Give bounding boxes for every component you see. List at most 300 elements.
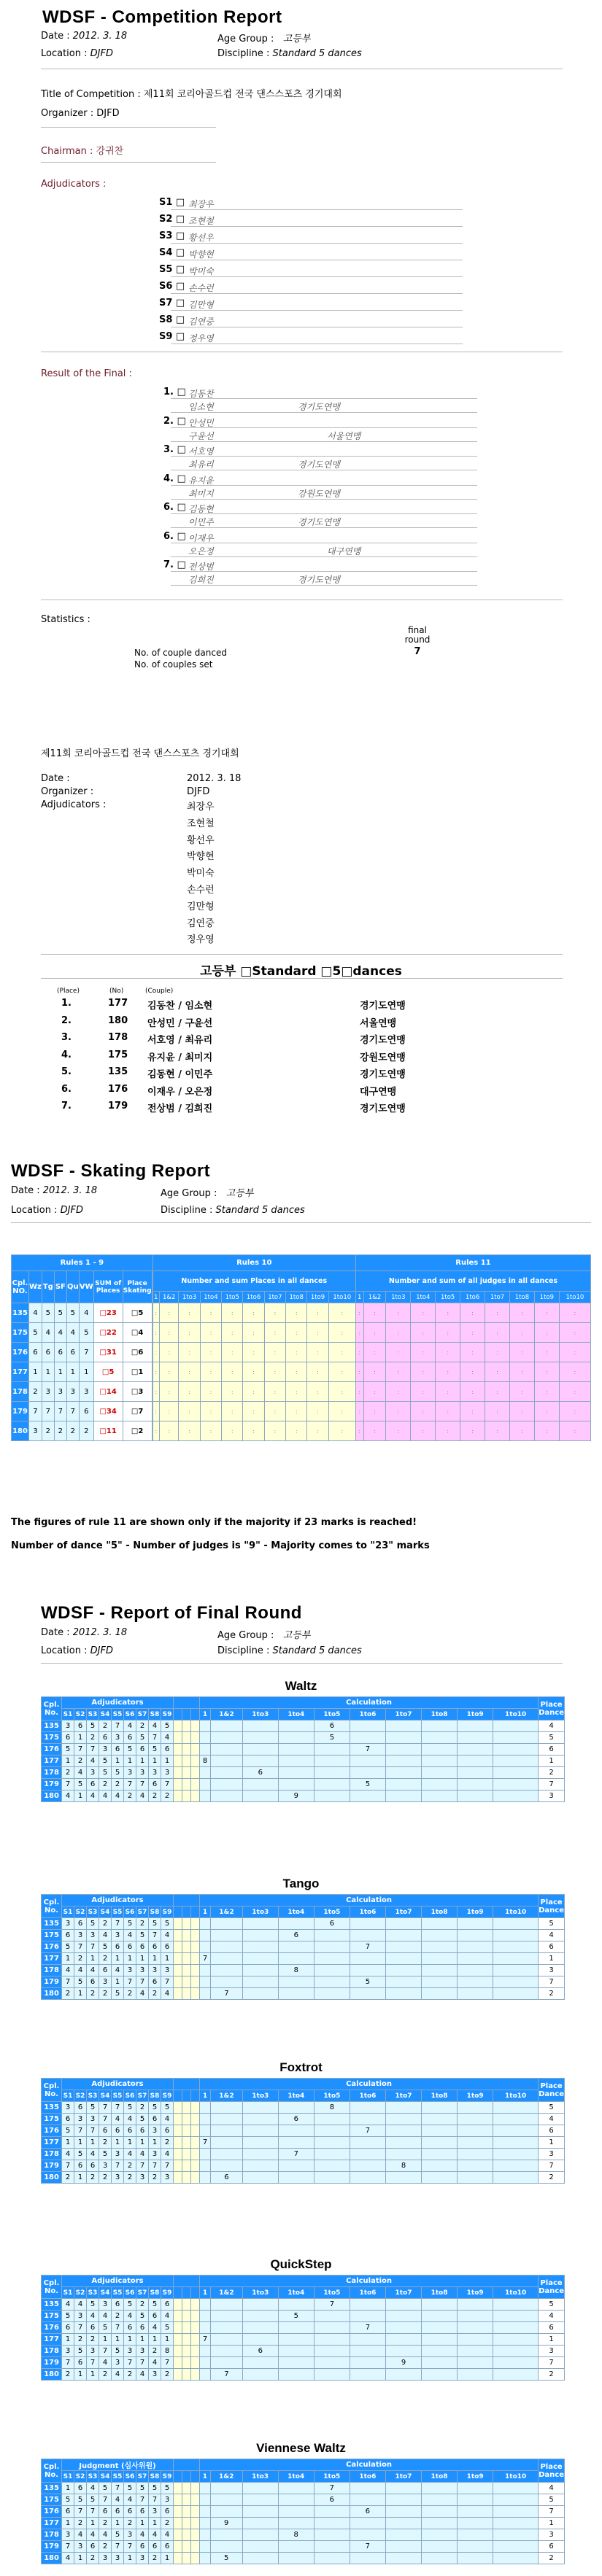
dance-mark: 1 bbox=[87, 2518, 99, 2529]
dance-blank-cell bbox=[191, 2149, 200, 2160]
dance-mark: 6 bbox=[62, 1732, 74, 1744]
skating-rule11-cell: : bbox=[460, 1421, 485, 1441]
dance-mark: 5 bbox=[161, 1918, 174, 1930]
summary-couple: 안성민 / 구윤선 bbox=[147, 1017, 213, 1029]
dance-mark: 4 bbox=[149, 1720, 161, 1732]
skating-rule11-cell: : bbox=[363, 1362, 386, 1382]
adjudicator-name: 정우영 bbox=[188, 333, 214, 344]
final-round-dances bbox=[0, 1590, 602, 2576]
dance-header-row bbox=[42, 2459, 565, 2471]
dance-mark: 4 bbox=[74, 1965, 87, 1976]
dance-calc-cell: 8 bbox=[278, 1965, 314, 1976]
dance-mark: 1 bbox=[124, 1756, 136, 1767]
dance-couple-no: 179 bbox=[42, 2541, 62, 2553]
dance-place: 1 bbox=[539, 1953, 565, 1965]
dance-mark: 4 bbox=[74, 1767, 87, 1779]
dance-mark: 4 bbox=[149, 2322, 161, 2334]
dance-calc-cell bbox=[458, 1767, 493, 1779]
skating-rule10-cell: : bbox=[222, 1323, 243, 1343]
dance-mark: 4 bbox=[161, 2114, 174, 2125]
dance-mark: 5 bbox=[62, 2125, 74, 2137]
dance-calc-cell bbox=[242, 2102, 278, 2114]
dance-mark: 4 bbox=[161, 1988, 174, 2000]
skating-sum-cell bbox=[93, 1323, 123, 1343]
summary-organizer-label: Organizer : bbox=[41, 786, 94, 797]
dance-calc-cell bbox=[242, 1918, 278, 1930]
dance-calc-cell bbox=[458, 1756, 493, 1767]
dance-mark: 3 bbox=[149, 2149, 161, 2160]
dance-calc-cell bbox=[350, 1756, 385, 1767]
result-club: 경기도연맹 bbox=[298, 459, 340, 470]
dance-calc-cell bbox=[458, 1976, 493, 1988]
dance-header-calc: 1 bbox=[200, 1709, 211, 1720]
dance-mark: 7 bbox=[62, 2160, 74, 2172]
dance-header-calc: 1 bbox=[200, 1906, 211, 1918]
dance-header-cpl: Cpl. No. bbox=[42, 2079, 62, 2102]
dance-row bbox=[42, 2494, 565, 2506]
cr-result-row bbox=[0, 472, 602, 500]
dance-mark: 3 bbox=[136, 2553, 149, 2564]
skating-rule11-cell: : bbox=[355, 1343, 363, 1362]
dance-calc-cell: 9 bbox=[210, 2518, 242, 2529]
skating-header-calc: 1to5 bbox=[222, 1292, 243, 1303]
skating-dance-place: 5 bbox=[54, 1303, 66, 1323]
dance-blank-cell bbox=[182, 1953, 191, 1965]
result-underline bbox=[171, 398, 477, 399]
dance-header-calc: 1to9 bbox=[458, 2090, 493, 2102]
adjudicator-name: 조현철 bbox=[188, 216, 214, 226]
dance-calc-cell bbox=[350, 1732, 385, 1744]
dance-place: 5 bbox=[539, 2102, 565, 2114]
skating-header-calc: 1 bbox=[355, 1292, 363, 1303]
adjudicator-underline bbox=[171, 243, 463, 244]
dance-calc-cell bbox=[242, 1732, 278, 1744]
skating-header-calc: 1 bbox=[153, 1292, 159, 1303]
cr-result-row bbox=[0, 529, 602, 558]
dance-mark: 2 bbox=[87, 2334, 99, 2346]
dance-mark: 2 bbox=[99, 2518, 112, 2529]
dance-mark: 5 bbox=[112, 2529, 124, 2541]
dance-blank-cell bbox=[191, 1756, 200, 1767]
sk-discipline: Discipline : Standard 5 dances bbox=[161, 1205, 305, 1216]
dance-calc-cell bbox=[422, 2125, 458, 2137]
competition-report-title: WDSF - Competition Report bbox=[42, 7, 282, 27]
skating-rule10-cell: : bbox=[243, 1362, 264, 1382]
dance-mark: 7 bbox=[99, 2102, 112, 2114]
dance-calc-cell bbox=[385, 2541, 421, 2553]
dance-calc-cell bbox=[211, 1930, 243, 1941]
dance-header-calc: 1to7 bbox=[385, 2471, 421, 2483]
skating-rule10-cell: : bbox=[328, 1382, 355, 1402]
dance-calc-cell bbox=[278, 1756, 314, 1767]
dance-blank-cell bbox=[174, 1744, 182, 1756]
dance-mark: 7 bbox=[161, 2357, 174, 2369]
result-club: 경기도연맹 bbox=[298, 575, 340, 585]
dance-mark: 4 bbox=[112, 2494, 124, 2506]
summary-no: 176 bbox=[108, 1083, 128, 1095]
dance-couple-no: 135 bbox=[42, 2299, 62, 2311]
skating-dance-place: 4 bbox=[79, 1303, 93, 1323]
skating-place: 3 bbox=[138, 1387, 144, 1396]
skating-note-rule11: The figures of rule 11 are shown only if the majority if 23 marks is reached! bbox=[11, 1517, 417, 1528]
dance-mark: 4 bbox=[161, 2149, 174, 2160]
dance-place: 3 bbox=[539, 2346, 565, 2357]
divider bbox=[41, 162, 216, 163]
dance-mark: 6 bbox=[99, 2506, 112, 2518]
dance-mark: 1 bbox=[136, 2334, 149, 2346]
dance-mark: 1 bbox=[149, 2137, 161, 2149]
skating-rule10-cell: : bbox=[264, 1323, 285, 1343]
dance-mark: 3 bbox=[74, 2311, 87, 2322]
dance-mark: 1 bbox=[124, 2137, 136, 2149]
dance-mark: 7 bbox=[149, 1930, 161, 1941]
dance-calc-cell: 5 bbox=[350, 1976, 385, 1988]
skating-rule11-cell: : bbox=[534, 1402, 559, 1421]
skating-place: 2 bbox=[138, 1427, 144, 1435]
dance-mark: 5 bbox=[112, 1767, 124, 1779]
skating-place-cell bbox=[123, 1402, 152, 1421]
dance-calc-cell bbox=[200, 2311, 211, 2322]
dance-blank-cell bbox=[182, 2299, 191, 2311]
dance-blank-cell bbox=[191, 2506, 200, 2518]
dance-mark: 6 bbox=[161, 2299, 174, 2311]
dance-mark: 3 bbox=[161, 2172, 174, 2184]
dance-header-place: Place Dance bbox=[539, 1895, 565, 1918]
dance-mark: 2 bbox=[99, 2172, 112, 2184]
dance-calc-cell bbox=[385, 2137, 421, 2149]
dance-header-calc: 1to6 bbox=[350, 2471, 385, 2483]
dance-mark: 1 bbox=[161, 1756, 174, 1767]
dance-mark: 1 bbox=[136, 2518, 149, 2529]
dance-calc-cell bbox=[493, 2529, 539, 2541]
dance-mark: 6 bbox=[87, 2322, 99, 2334]
dance-blank-cell bbox=[174, 2483, 182, 2494]
result-rank: 2. □ bbox=[163, 415, 186, 427]
skating-rule11-cell: : bbox=[559, 1421, 590, 1441]
dance-calc-cell bbox=[350, 2160, 385, 2172]
skating-rule10-cell: : bbox=[159, 1323, 179, 1343]
skating-dance-place: 5 bbox=[42, 1303, 54, 1323]
dance-calc-cell bbox=[385, 2483, 421, 2494]
summary-header-place: (Place) bbox=[57, 988, 80, 995]
skating-rule11-cell: : bbox=[485, 1362, 510, 1382]
result-partner-1: 서호영 bbox=[188, 446, 214, 457]
adjudicator-underline bbox=[171, 209, 463, 210]
result-rank: 4. □ bbox=[163, 473, 186, 484]
dance-mark: 1 bbox=[74, 2137, 87, 2149]
dance-place: 7 bbox=[539, 2357, 565, 2369]
dance-couple-no: 179 bbox=[42, 2357, 62, 2369]
dance-calc-cell bbox=[242, 1941, 278, 1953]
dance-calc-cell bbox=[385, 2149, 421, 2160]
dance-header-blank bbox=[191, 1906, 200, 1918]
summary-adjudicator: 박미숙 bbox=[187, 868, 215, 880]
dance-header-blank bbox=[191, 2090, 200, 2102]
dance-calc-cell bbox=[493, 1791, 539, 1802]
dance-mark: 7 bbox=[124, 1976, 136, 1988]
dance-mark: 5 bbox=[62, 1744, 74, 1756]
dance-mark: 6 bbox=[136, 2506, 149, 2518]
dance-mark: 4 bbox=[161, 2529, 174, 2541]
dance-calc-cell bbox=[278, 1941, 314, 1953]
dance-calc-cell bbox=[314, 1965, 350, 1976]
adjudicator-code: S9 □ bbox=[159, 331, 185, 342]
dance-calc-cell: 7 bbox=[211, 1988, 243, 2000]
dance-mark: 3 bbox=[62, 1720, 74, 1732]
dance-calc-cell: 7 bbox=[350, 2322, 385, 2334]
summary-adjudicator: 김만형 bbox=[187, 901, 215, 912]
skating-place: 1 bbox=[138, 1367, 144, 1376]
dance-calc-cell bbox=[242, 1779, 278, 1791]
dance-calc-cell bbox=[385, 2114, 421, 2125]
fr-location: Location : DJFD bbox=[41, 1645, 113, 1656]
skating-sum: 5 bbox=[109, 1367, 115, 1376]
result-partner-2: 이민주 bbox=[188, 517, 214, 527]
adjudicator-underline bbox=[171, 310, 463, 311]
cr-result-row bbox=[0, 414, 602, 443]
dance-calc-cell bbox=[458, 1930, 493, 1941]
skating-rule10-cell: : bbox=[222, 1362, 243, 1382]
dance-blank-cell bbox=[191, 2299, 200, 2311]
dance-mark: 6 bbox=[136, 1744, 149, 1756]
dance-mark: 4 bbox=[62, 2299, 74, 2311]
skating-dance-place: 1 bbox=[66, 1362, 79, 1382]
dance-couple-no: 175 bbox=[42, 2311, 62, 2322]
dance-calc-cell bbox=[422, 2541, 458, 2553]
dance-header-judge: S8 bbox=[149, 1906, 161, 1918]
dance-couple-no: 177 bbox=[42, 1756, 62, 1767]
dance-mark: 1 bbox=[136, 2137, 149, 2149]
dance-header-blank bbox=[182, 1709, 191, 1720]
dance-header-blank bbox=[191, 2471, 200, 2483]
dance-row bbox=[42, 2299, 565, 2311]
dance-mark: 5 bbox=[99, 2149, 112, 2160]
summary-row bbox=[0, 998, 602, 1015]
summary-organizer: DJFD bbox=[187, 786, 210, 797]
skating-header-calc: 1to3 bbox=[386, 1292, 411, 1303]
dance-blank-cell bbox=[191, 1930, 200, 1941]
dance-header-calc: 1to6 bbox=[350, 2090, 385, 2102]
dance-calc-cell bbox=[458, 2137, 493, 2149]
skating-rule10-cell: : bbox=[179, 1402, 200, 1421]
skating-rule10-cell: : bbox=[179, 1343, 200, 1362]
dance-mark: 4 bbox=[161, 1930, 174, 1941]
dance-place: 3 bbox=[539, 2529, 565, 2541]
dance-header-calc: 1to8 bbox=[422, 2471, 458, 2483]
dance-calc-cell bbox=[211, 1941, 243, 1953]
skating-rule10-cell: : bbox=[222, 1402, 243, 1421]
skating-rule11-cell: : bbox=[436, 1343, 460, 1362]
dance-place: 2 bbox=[539, 2553, 565, 2564]
dance-calc-cell bbox=[242, 2529, 278, 2541]
dance-blank-cell bbox=[174, 2506, 182, 2518]
dance-calc-cell bbox=[242, 2160, 278, 2172]
dance-mark: 3 bbox=[112, 2149, 124, 2160]
dance-calc-cell bbox=[242, 2553, 278, 2564]
dance-mark: 1 bbox=[87, 2137, 99, 2149]
dance-mark: 6 bbox=[124, 2322, 136, 2334]
skating-rule11-cell: : bbox=[509, 1382, 534, 1402]
skating-rule10-cell: : bbox=[286, 1343, 307, 1362]
divider bbox=[41, 978, 563, 979]
dance-mark: 2 bbox=[136, 1918, 149, 1930]
dance-mark: 5 bbox=[74, 2346, 87, 2357]
skating-report-title: WDSF - Skating Report bbox=[11, 1161, 211, 1181]
skating-rule10-cell: : bbox=[243, 1323, 264, 1343]
dance-header-extra bbox=[174, 2276, 200, 2287]
dance-couple-no: 177 bbox=[42, 1953, 62, 1965]
skating-place-marker: □ bbox=[131, 1407, 139, 1416]
dance-mark: 6 bbox=[112, 1941, 124, 1953]
dance-place: 4 bbox=[539, 2114, 565, 2125]
result-partner-1: 유지윤 bbox=[188, 475, 214, 486]
dance-mark: 1 bbox=[112, 1976, 124, 1988]
dance-title: Viennese Waltz bbox=[256, 2441, 346, 2455]
dance-header-judge: S7 bbox=[136, 2471, 149, 2483]
dance-blank-cell bbox=[191, 2172, 200, 2184]
skating-header-calc: 1&2 bbox=[363, 1292, 386, 1303]
dance-header-judge: S6 bbox=[124, 2471, 136, 2483]
dance-calc-cell bbox=[422, 2357, 458, 2369]
result-partner-2: 임소현 bbox=[188, 402, 214, 412]
dance-mark: 4 bbox=[74, 2299, 87, 2311]
summary-club: 경기도연맹 bbox=[360, 1069, 406, 1080]
dance-blank-cell bbox=[182, 2322, 191, 2334]
result-partner-2: 최미지 bbox=[188, 488, 214, 499]
cr-couples-set-label: No. of couples set bbox=[134, 659, 213, 670]
dance-calc-cell bbox=[314, 2160, 350, 2172]
skating-header-cpl: Cpl. NO. bbox=[12, 1271, 29, 1303]
dance-couple-no: 175 bbox=[42, 1732, 62, 1744]
dance-calc-cell bbox=[458, 1732, 493, 1744]
dance-calc-cell bbox=[278, 2125, 314, 2137]
cr-adjudicator-row bbox=[0, 296, 602, 313]
dance-mark: 6 bbox=[62, 2114, 74, 2125]
dance-calc-cell bbox=[278, 1744, 314, 1756]
skating-rule10-cell: : bbox=[179, 1362, 200, 1382]
skating-rule11-cell: : bbox=[485, 1303, 510, 1323]
dance-blank-cell bbox=[182, 2553, 191, 2564]
dance-calc-cell bbox=[278, 1976, 314, 1988]
dance-calc-cell bbox=[458, 2102, 493, 2114]
dance-header-judge: S3 bbox=[87, 2287, 99, 2299]
dance-calc-cell bbox=[242, 1965, 278, 1976]
dance-mark: 7 bbox=[112, 2160, 124, 2172]
dance-couple-no: 175 bbox=[42, 2114, 62, 2125]
summary-row bbox=[0, 1066, 602, 1083]
dance-mark: 5 bbox=[136, 1732, 149, 1744]
dance-header-calc: 1&2 bbox=[211, 1709, 243, 1720]
dance-mark: 6 bbox=[124, 1941, 136, 1953]
dance-calc-cell bbox=[314, 2346, 350, 2357]
dance-couple-no: 176 bbox=[42, 1941, 62, 1953]
skating-rule11-cell: : bbox=[363, 1303, 386, 1323]
dance-header-judge: S3 bbox=[87, 2090, 99, 2102]
dance-calc-cell bbox=[211, 2125, 243, 2137]
dance-header-judge: S1 bbox=[62, 1906, 74, 1918]
dance-blank-cell bbox=[191, 2541, 200, 2553]
dance-calc-cell bbox=[422, 2160, 458, 2172]
dance-calc-cell bbox=[422, 2137, 458, 2149]
dance-mark: 5 bbox=[99, 1756, 112, 1767]
dance-mark: 3 bbox=[124, 1767, 136, 1779]
skating-header-calc: 1to9 bbox=[307, 1292, 328, 1303]
summary-place: 3. bbox=[61, 1032, 72, 1043]
dance-calc-cell bbox=[385, 1941, 421, 1953]
dance-mark: 1 bbox=[62, 1953, 74, 1965]
dance-blank-cell bbox=[182, 2346, 191, 2357]
dance-header-calc: 1to4 bbox=[278, 2090, 314, 2102]
dance-calc-cell bbox=[350, 1965, 385, 1976]
adjudicator-code: S8 □ bbox=[159, 314, 185, 325]
dance-mark: 4 bbox=[136, 2149, 149, 2160]
skating-dance-place: 6 bbox=[79, 1402, 93, 1421]
skating-rule11-cell: : bbox=[534, 1323, 559, 1343]
dance-calc-cell bbox=[314, 2149, 350, 2160]
skating-rule10-cell: : bbox=[179, 1421, 200, 1441]
skating-place-marker: □ bbox=[131, 1308, 139, 1317]
dance-calc-cell bbox=[200, 1767, 211, 1779]
skating-header-calc: 1to8 bbox=[286, 1292, 307, 1303]
summary-place: 7. bbox=[61, 1101, 72, 1112]
skating-rule11-cell: : bbox=[509, 1343, 534, 1362]
dance-mark: 2 bbox=[149, 2172, 161, 2184]
skating-dance-place: 3 bbox=[66, 1382, 79, 1402]
final-round-title: WDSF - Report of Final Round bbox=[41, 1603, 302, 1623]
summary-couple: 김동찬 / 임소현 bbox=[147, 1001, 213, 1012]
dance-header-calc: 1to8 bbox=[422, 1709, 458, 1720]
final-round-report bbox=[0, 1590, 602, 2576]
dance-calc-cell bbox=[350, 2334, 385, 2346]
dance-calc-cell bbox=[211, 1918, 243, 1930]
dance-mark: 4 bbox=[62, 1965, 74, 1976]
dance-blank-cell bbox=[191, 2346, 200, 2357]
skating-header-rules-11: Rules 11 bbox=[355, 1255, 590, 1271]
dance-header-calc: 1to10 bbox=[493, 2287, 539, 2299]
dance-calc-cell bbox=[242, 2125, 278, 2137]
skating-rule11-cell: : bbox=[386, 1362, 411, 1382]
dance-calc-cell bbox=[242, 2483, 278, 2494]
dance-calc-cell bbox=[314, 2506, 350, 2518]
dance-header-judge: S5 bbox=[112, 2471, 124, 2483]
dance-calc-cell bbox=[278, 2357, 314, 2369]
dance-row bbox=[42, 1988, 565, 2000]
skating-rule10-cell: : bbox=[264, 1382, 285, 1402]
dance-mark: 4 bbox=[87, 2529, 99, 2541]
skating-place-marker: □ bbox=[131, 1427, 139, 1435]
dance-mark: 6 bbox=[161, 2506, 174, 2518]
dance-calc-cell bbox=[242, 1953, 278, 1965]
dance-mark: 2 bbox=[99, 2541, 112, 2553]
dance-calc-cell bbox=[242, 2322, 278, 2334]
sk-date: Date : 2012. 3. 18 bbox=[11, 1185, 98, 1196]
dance-calc-cell bbox=[242, 2299, 278, 2311]
dance-mark: 6 bbox=[136, 2541, 149, 2553]
dance-calc-cell bbox=[458, 2322, 493, 2334]
dance-calc-cell bbox=[458, 2541, 493, 2553]
dance-mark: 5 bbox=[124, 1918, 136, 1930]
dance-couple-no: 180 bbox=[42, 2172, 62, 2184]
summary-row bbox=[0, 1084, 602, 1101]
dance-mark: 5 bbox=[99, 2322, 112, 2334]
summary-place: 1. bbox=[61, 998, 72, 1009]
dance-header-calc: 1to4 bbox=[278, 1906, 314, 1918]
dance-calc-cell bbox=[385, 1953, 421, 1965]
dance-calc-cell bbox=[493, 1953, 539, 1965]
dance-calc-cell bbox=[200, 1779, 211, 1791]
dance-calc-cell bbox=[242, 1976, 278, 1988]
skating-rule10-cell: : bbox=[243, 1343, 264, 1362]
